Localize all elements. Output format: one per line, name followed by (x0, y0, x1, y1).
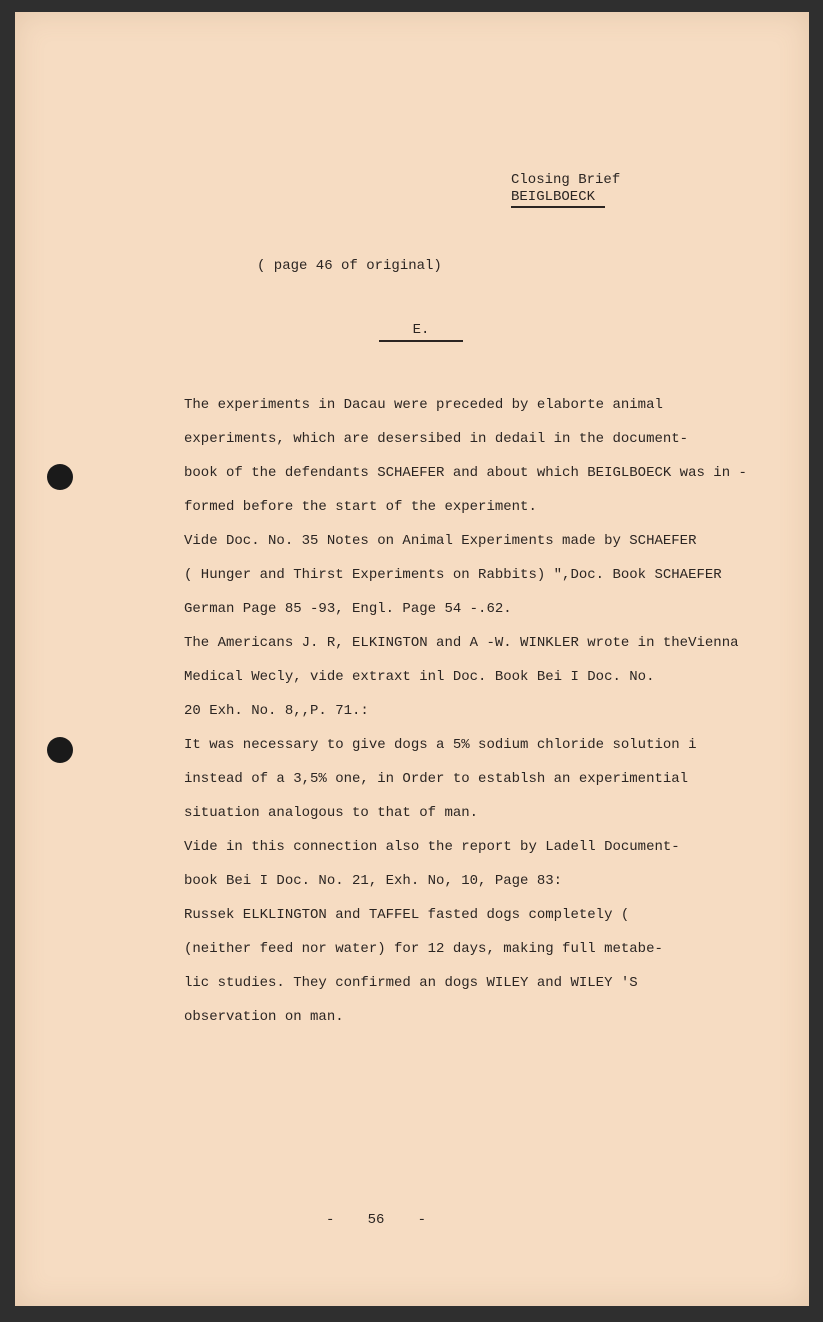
body-line: book Bei I Doc. No. 21, Exh. No, 10, Page 83: (184, 873, 563, 889)
body-line: Vide Doc. No. 35 Notes on Animal Experiments made by SCHAEFER (184, 533, 697, 549)
body-line: book of the defendants SCHAEFER and about which BEIGLBOECK was in - (184, 465, 747, 481)
body-line: Russek ELKLINGTON and TAFFEL fasted dogs completely ( (184, 907, 630, 923)
body-line: 20 Exh. No. 8,,P. 71.: (184, 703, 369, 719)
body-line: observation on man. (184, 1009, 344, 1025)
document-page (15, 12, 809, 1306)
body-line: (neither feed nor water) for 12 days, making full metabe- (184, 941, 663, 957)
section-label: E. (379, 322, 463, 342)
body-line: formed before the start of the experiment. (184, 499, 537, 515)
punch-hole (47, 737, 73, 763)
header-defendant: BEIGLBOECK (511, 189, 605, 208)
body-line: situation analogous to that of man. (184, 805, 479, 821)
body-line: The Americans J. R, ELKINGTON and A -W. WINKLER wrote in theVienna (184, 635, 739, 651)
page-note: ( page 46 of original) (257, 258, 442, 274)
footer-dash-left: - (326, 1212, 335, 1228)
page-number: 56 (367, 1212, 385, 1228)
body-text (184, 388, 747, 1034)
body-line: The experiments in Dacau were preceded by elaborte animal (184, 397, 663, 413)
body-line: instead of a 3,5% one, in Order to establsh an experimential (184, 771, 689, 787)
body-line: It was necessary to give dogs a 5% sodium chloride solution i (184, 737, 697, 753)
body-line: lic studies. They confirmed an dogs WILEY and WILEY 'S (184, 975, 638, 991)
body-line: German Page 85 -93, Engl. Page 54 -.62. (184, 601, 512, 617)
punch-hole (47, 464, 73, 490)
body-line: Medical Wecly, vide extraxt inl Doc. Book Bei I Doc. No. (184, 669, 655, 685)
header-title: Closing Brief (511, 172, 621, 188)
body-line: ( Hunger and Thirst Experiments on Rabbits) ",Doc. Book SCHAEFER (184, 567, 722, 583)
body-line: experiments, which are desersibed in dedail in the document- (184, 431, 689, 447)
body-line: Vide in this connection also the report by Ladell Document- (184, 839, 680, 855)
header-block (511, 172, 620, 208)
footer-dash-right: - (417, 1212, 426, 1228)
page-footer (326, 1212, 426, 1228)
